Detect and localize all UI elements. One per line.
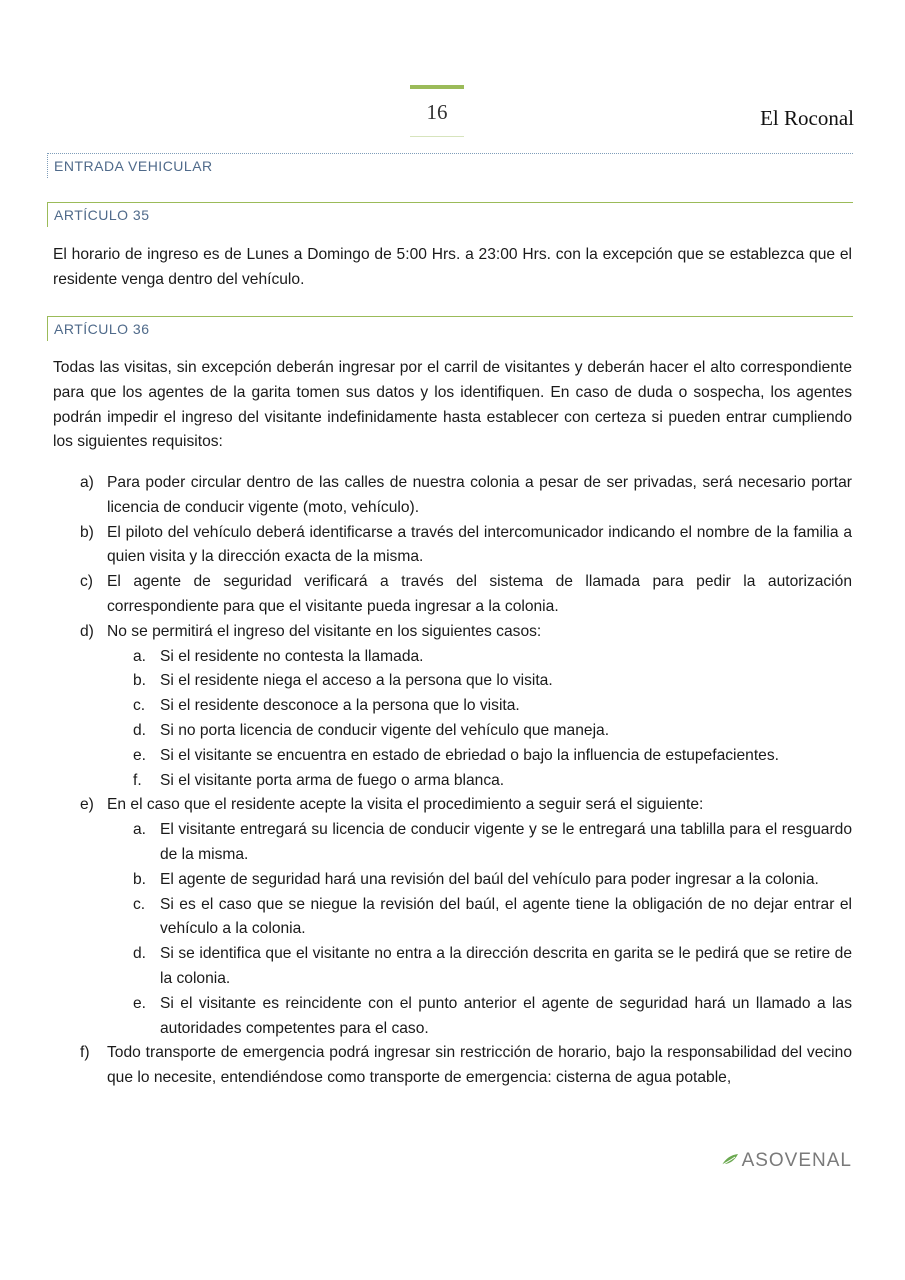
sub-list-item [53, 868, 852, 893]
sub-list-item [53, 818, 852, 868]
requirements-list [53, 471, 852, 1091]
list-marker: f) [80, 1044, 90, 1062]
sub-list-marker: f. [133, 771, 142, 789]
list-marker: c) [80, 573, 93, 591]
sub-list-item [53, 769, 852, 794]
list-marker: a) [80, 474, 94, 491]
sub-list-item-text: Si el residente desconoce a la persona que lo visita. [160, 697, 520, 715]
sub-list-item-text: Si el visitante porta arma de fuego o arma blanca. [160, 771, 505, 789]
page-number-underline [410, 136, 464, 137]
sub-list-marker: b. [133, 870, 147, 888]
document-title: El Roconal [760, 106, 854, 130]
article-35-heading: ARTÍCULO 35 [47, 202, 853, 227]
list-item-text: El piloto del vehículo deberá identificarse a través del intercomunicador indicando el nombre de la familia a quien visita y la dirección exacta de la misma. [107, 523, 852, 566]
list-item [53, 471, 852, 521]
sub-list-item-text: El visitante entregará su licencia de conducir vigente y se le entregará una tablilla para el resguardo de la misma. [160, 821, 852, 863]
sub-list-item [53, 669, 852, 694]
leaf-icon [721, 1152, 739, 1171]
page-number: 16 [426, 100, 448, 124]
sub-list-item-text: Si el visitante es reincidente con el punto anterior el agente de seguridad hará un llamado a las autoridades competentes para el caso. [160, 994, 852, 1037]
list-item [53, 620, 852, 794]
sub-list-item-text: Si se identifica que el visitante no entra a la dirección descrita en garita se le pedirá que se retire de la colonia. [160, 945, 852, 987]
footer-logo [721, 1150, 852, 1172]
sub-list [107, 645, 852, 794]
sub-list-item-text: Si el residente niega el acceso a la persona que lo visita. [160, 672, 553, 690]
sub-list-item [53, 645, 852, 670]
list-marker: d) [80, 622, 94, 640]
sub-list [107, 818, 852, 1041]
list-item-text: No se permitirá el ingreso del visitante en los siguientes casos: [107, 622, 542, 640]
page-number-bar [410, 85, 464, 89]
list-item-text: Para poder circular dentro de las calles de nuestra colonia a pesar de ser privadas, será necesario portar licencia de conducir vigente (moto, vehículo). [107, 474, 852, 516]
article-35-text: El horario de ingreso es de Lunes a Domingo de 5:00 Hrs. a 23:00 Hrs. con la excepción que se establezca que el residente venga dentro del vehículo. [53, 246, 852, 288]
sub-list-item [53, 744, 852, 769]
list-item-text: En el caso que el residente acepte la visita el procedimiento a seguir será el siguiente: [107, 796, 704, 814]
sub-list-item [53, 992, 852, 1042]
list-item-text: Todo transporte de emergencia podrá ingresar sin restricción de horario, bajo la responsabilidad del vecino que lo necesite, entendiéndose como transporte de emergencia: cisterna de agua potable, [107, 1044, 852, 1087]
list-item [53, 570, 852, 620]
sub-list-marker: c. [133, 895, 146, 913]
sub-list-item-text: Si el visitante se encuentra en estado de ebriedad o bajo la influencia de estupefacientes. [160, 746, 779, 764]
sub-list-marker: d. [133, 721, 147, 739]
sub-list-item [53, 893, 852, 943]
article-36-text: Todas las visitas, sin excepción deberán ingresar por el carril de visitantes y deberán hacer el alto correspondiente para que los agentes de la garita tomen sus datos y los identifiquen. En caso de duda o sospecha, los agentes podrán impedir el ingreso del visitante indefinidamente hasta establecer con certeza si pueden entrar cumpliendo los siguientes requisitos: [53, 359, 852, 451]
sub-list-marker: d. [133, 945, 147, 963]
logo-text: ASOVENAL [741, 1150, 852, 1171]
sub-list-item-text: El agente de seguridad hará una revisión del baúl del vehículo para poder ingresar a la colonia. [160, 870, 819, 888]
sub-list-item [53, 942, 852, 992]
sub-list-marker: e. [133, 746, 147, 764]
list-item [53, 793, 852, 1041]
section-heading-entrada: ENTRADA VEHICULAR [47, 153, 853, 178]
list-item [53, 521, 852, 571]
list-marker: b) [80, 523, 94, 541]
sub-list-item [53, 719, 852, 744]
sub-list-item-text: Si no porta licencia de conducir vigente del vehículo que maneja. [160, 721, 610, 739]
article-36-heading: ARTÍCULO 36 [47, 316, 853, 341]
list-marker: e) [80, 796, 94, 814]
sub-list-item [53, 694, 852, 719]
sub-list-marker: b. [133, 672, 147, 690]
sub-list-marker: a. [133, 647, 147, 665]
sub-list-item-text: Si el residente no contesta la llamada. [160, 647, 424, 665]
sub-list-marker: c. [133, 697, 146, 715]
sub-list-item-text: Si es el caso que se niegue la revisión del baúl, el agente tiene la obligación de no dejar entrar el vehículo a la colonia. [160, 895, 852, 938]
list-item [53, 1041, 852, 1091]
sub-list-marker: a. [133, 821, 147, 839]
list-item-text: El agente de seguridad verificará a través del sistema de llamada para pedir la autorización correspondiente para que el visitante pueda ingresar a la colonia. [107, 573, 852, 615]
sub-list-marker: e. [133, 994, 147, 1012]
